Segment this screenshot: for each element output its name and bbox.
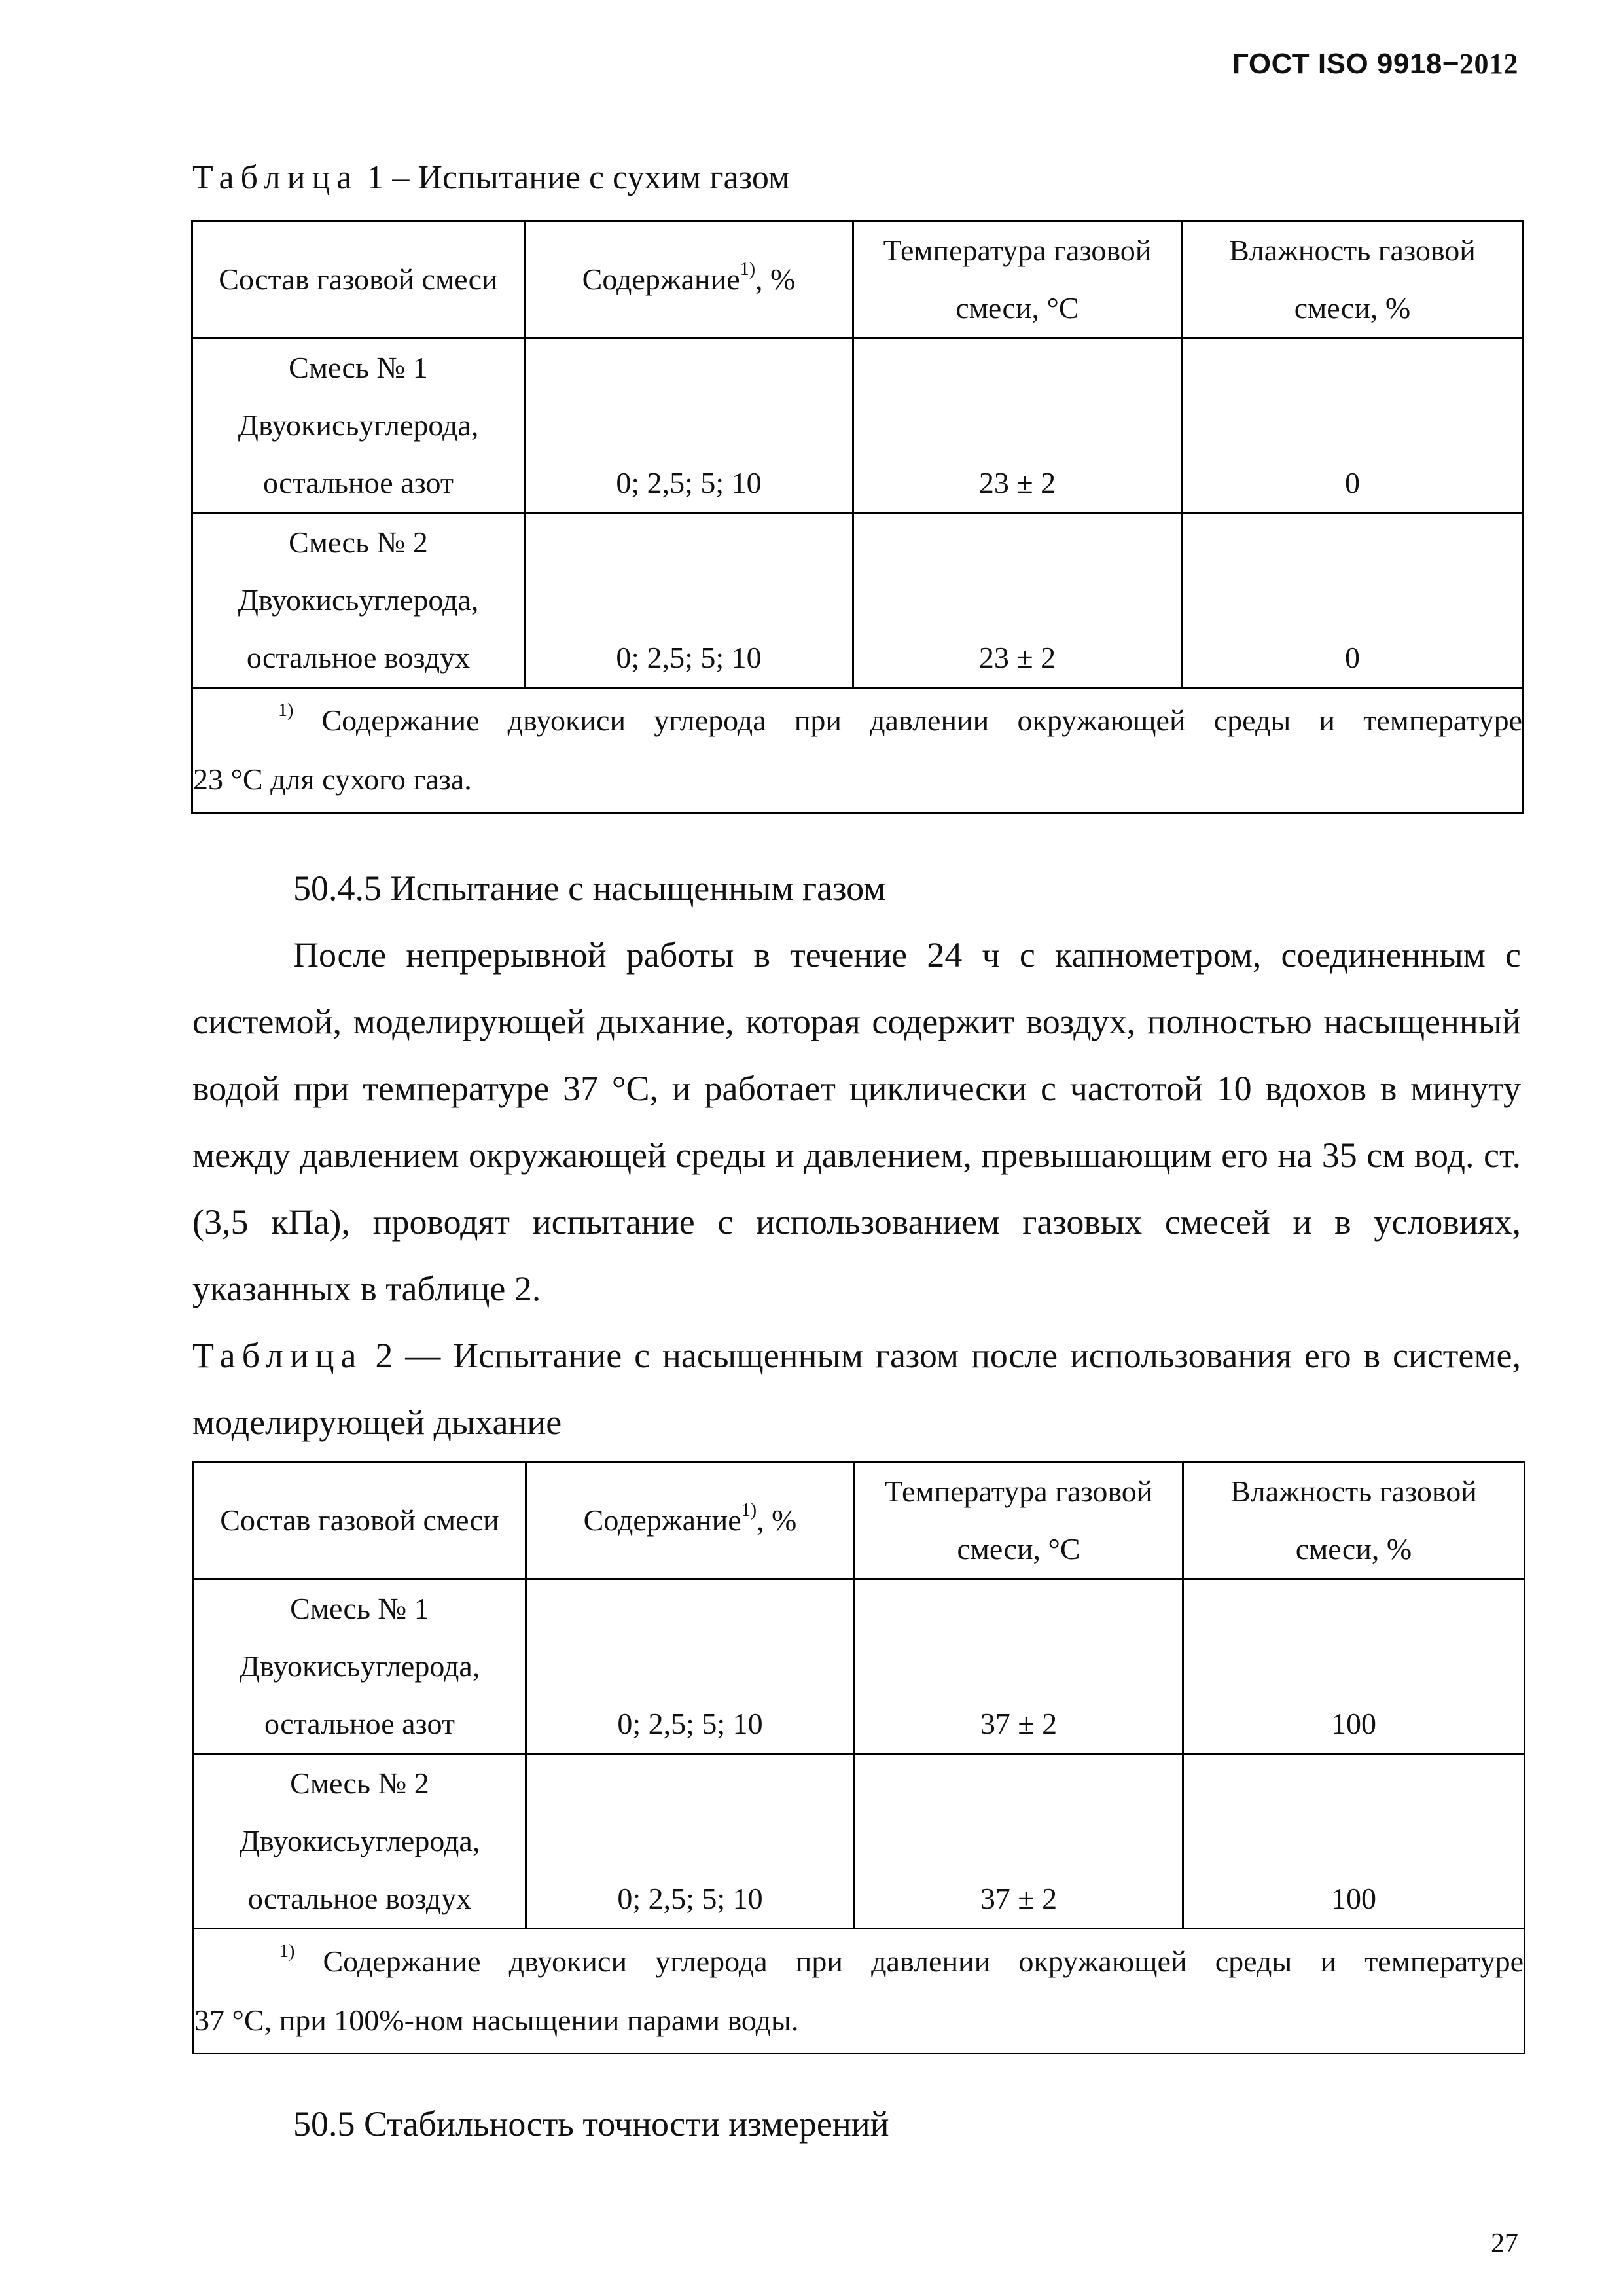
table2-footnote-row bbox=[194, 1929, 1525, 2054]
table1-header-composition: Состав газовой смеси bbox=[192, 221, 525, 338]
table1-footnote-row bbox=[192, 688, 1524, 813]
section-50-4-5 bbox=[192, 855, 1521, 1322]
table2-row2-content: 0; 2,5; 5; 10 bbox=[526, 1754, 855, 1929]
table2-row2-composition: Смесь № 2 Двуокисьуглерода, остальное воздух bbox=[194, 1754, 526, 1929]
table1-header-content: Содержание$^{1)}$, % bbox=[525, 221, 853, 338]
table1-header-temperature: Температура газовой смеси, °С bbox=[853, 221, 1182, 338]
table1-row2-humidity: 0 bbox=[1182, 513, 1524, 688]
section-50-5 bbox=[192, 2090, 1521, 2157]
table-row bbox=[192, 338, 1524, 513]
table1-caption-word: Таблица bbox=[192, 159, 359, 196]
table-row bbox=[194, 1579, 1525, 1754]
table2-row2-temperature: 37 ± 2 bbox=[855, 1754, 1183, 1929]
table1-row2-composition: Смесь № 2 Двуокисьуглерода, остальное воздух bbox=[192, 513, 525, 688]
table1-row1-humidity: 0 bbox=[1182, 338, 1524, 513]
table-2 bbox=[192, 1461, 1525, 2054]
table1-row2-content: 0; 2,5; 5; 10 bbox=[525, 513, 853, 688]
table1-header-row bbox=[192, 221, 1524, 338]
table1-caption bbox=[192, 145, 1521, 211]
section-heading-50-5: 50.5 Стабильность точности измерений bbox=[293, 2104, 889, 2144]
table2-footnote: $^{1)}$ Содержание двуокиси углерода при давлении окружающей среды и температуре 37 °С, при 100%-ном насыщении парами воды. bbox=[194, 1929, 1525, 2054]
table1-header-humidity: Влажность газовой смеси, % bbox=[1182, 221, 1524, 338]
table1-row1-temperature: 23 ± 2 bbox=[853, 338, 1182, 513]
table-row bbox=[192, 513, 1524, 688]
table2-caption-word: Таблица bbox=[192, 1336, 363, 1375]
document-header bbox=[1232, 47, 1518, 81]
table-row bbox=[194, 1754, 1525, 1929]
section-50-4-5-paragraph: После непрерывной работы в течение 24 ч с капнометром, соединенным с системой, моделирующей дыхание, которая содержит воздух, полностью насыщенный водой при температуре 37 °С, и работает циклически с частотой 10 вдохов в минуту между давлением окружающей среды и давлением, превышающим его на 35 см вод. ст. (3,5 кПа), проводят испытание с использованием газовых смесей и в условиях, указанных в таблице 2. bbox=[192, 935, 1521, 1308]
table2-header-content: Содержание$^{1)}$, % bbox=[526, 1462, 855, 1579]
table1-row2-temperature: 23 ± 2 bbox=[853, 513, 1182, 688]
table2-row1-composition: Смесь № 1 Двуокисьуглерода, остальное азот bbox=[194, 1579, 526, 1754]
table2-header-row bbox=[194, 1462, 1525, 1579]
table1-row1-content: 0; 2,5; 5; 10 bbox=[525, 338, 853, 513]
table1-row1-composition: Смесь № 1 Двуокисьуглерода, остальное азот bbox=[192, 338, 525, 513]
table2-row2-humidity: 100 bbox=[1183, 1754, 1525, 1929]
table1-footnote: $^{1)}$ Содержание двуокиси углерода при давлении окружающей среды и температуре 23 °С для сухого газа. bbox=[192, 688, 1524, 813]
section-heading-50-4-5: 50.4.5 Испытание с насыщенным газом bbox=[293, 869, 886, 908]
table2-row1-content: 0; 2,5; 5; 10 bbox=[526, 1579, 855, 1754]
table-1 bbox=[191, 220, 1524, 814]
table1-caption-title: 1 – Испытание с сухим газом bbox=[358, 159, 790, 196]
table2-row1-temperature: 37 ± 2 bbox=[855, 1579, 1183, 1754]
table2-header-humidity: Влажность газовой смеси, % bbox=[1183, 1462, 1525, 1579]
header-dash: − bbox=[1442, 48, 1459, 80]
table2-caption-title: 2 — Испытание с насыщенным газом после использования его в системе, моделирующей дыхание bbox=[192, 1336, 1521, 1442]
standard-code: ГОСТ ISO 9918 bbox=[1232, 48, 1442, 80]
table2-row1-humidity: 100 bbox=[1183, 1579, 1525, 1754]
table2-header-composition: Состав газовой смеси bbox=[194, 1462, 526, 1579]
standard-year: 2012 bbox=[1459, 48, 1518, 80]
page-number: 27 bbox=[1491, 2229, 1518, 2259]
table2-caption bbox=[192, 1322, 1521, 1456]
table2-header-temperature: Температура газовой смеси, °С bbox=[855, 1462, 1183, 1579]
